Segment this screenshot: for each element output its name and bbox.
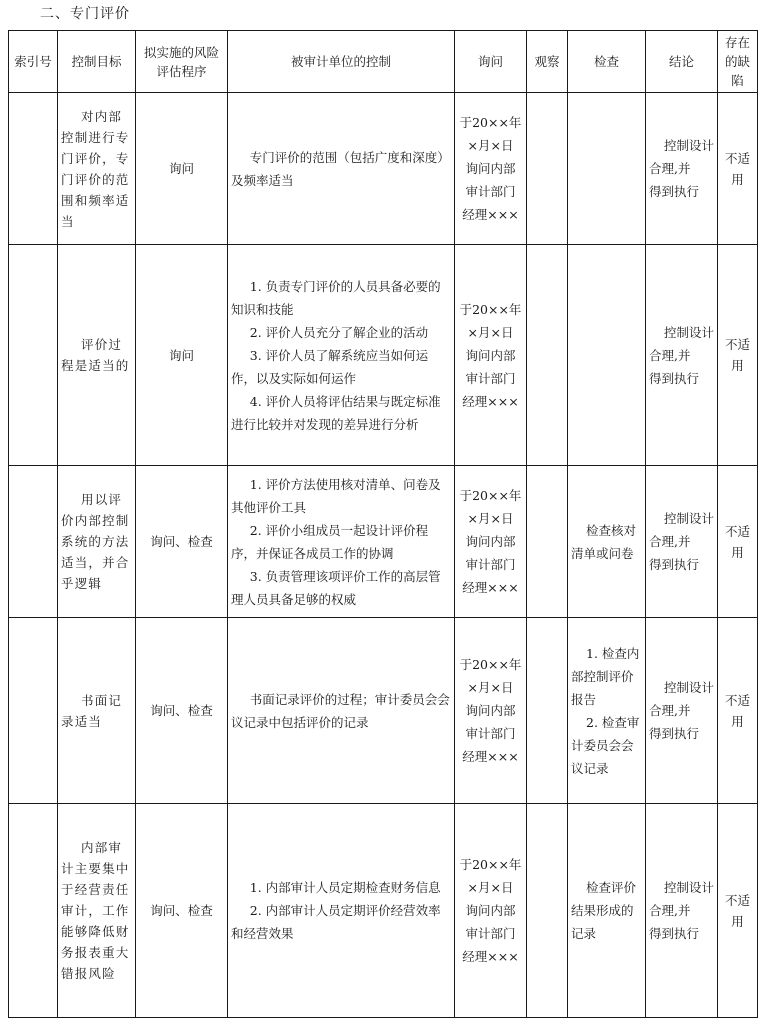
inquiry-line: 经理××× — [462, 580, 519, 595]
inquiry-line: 于20××年×月×日 — [459, 115, 522, 153]
row-observation-cell — [527, 245, 568, 466]
row-deficiency-cell: 不适用 — [718, 466, 758, 618]
row-controls-cell — [228, 93, 455, 245]
row-observation-cell — [527, 804, 568, 1018]
row-deficiency-cell: 不适用 — [718, 618, 758, 804]
header-conclusion: 结论 — [646, 31, 718, 93]
inquiry-line: 经理××× — [462, 949, 519, 964]
row-controls-cell — [228, 245, 455, 466]
row-inquiry-cell — [455, 245, 527, 466]
table-row — [9, 466, 758, 618]
row-controls-cell — [228, 466, 455, 618]
row-conclusion-cell — [646, 618, 718, 804]
row-inspection-cell — [568, 804, 646, 1018]
inquiry-line: 审计部门 — [465, 557, 516, 572]
row-objective-cell: 用以评价内部控制系统的方法适当，并合乎逻辑 — [58, 466, 136, 618]
control-item: 2. 评价人员充分了解企业的活动 — [249, 324, 429, 340]
row-conclusion-cell — [646, 245, 718, 466]
inquiry-line: 经理××× — [462, 393, 519, 409]
inquiry-line: 审计部门 — [465, 184, 516, 199]
row-index-cell — [9, 618, 58, 804]
inspection-item: 2. 检查审计委员会会议记录 — [571, 714, 640, 776]
header-index: 索引号 — [9, 31, 58, 93]
control-item: 2. 评价小组成员一起设计评价程序，并保证各成员工作的协调 — [231, 522, 429, 561]
row-observation-cell — [527, 93, 568, 245]
row-deficiency-cell: 不适用 — [718, 804, 758, 1018]
inquiry-line: 询问内部 — [465, 347, 516, 363]
row-controls-cell — [228, 618, 455, 804]
header-procedure: 拟实施的风险评估程序 — [136, 31, 228, 93]
row-conclusion-cell — [646, 93, 718, 245]
conclusion-line: 控制设计合理,并 — [649, 680, 715, 718]
row-procedure-cell: 询问、检查 — [136, 804, 228, 1018]
table-body — [9, 93, 758, 1018]
row-index-cell — [9, 245, 58, 466]
inquiry-line: 审计部门 — [465, 926, 516, 941]
row-conclusion-cell — [646, 466, 718, 618]
control-item: 1. 内部审计人员定期检查财务信息 — [249, 880, 441, 895]
inquiry-line: 经理××× — [462, 749, 519, 764]
header-controls: 被审计单位的控制 — [228, 31, 455, 93]
special-evaluation-table — [8, 30, 758, 1018]
inspection-item: 1. 检查内部控制评价报告 — [571, 645, 640, 707]
conclusion-line: 得到执行 — [649, 370, 700, 386]
control-item: 2. 内部审计人员定期评价经营效率和经营效果 — [231, 903, 441, 941]
control-item: 书面记录评价的过程；审计委员会会议记录中包括评价的记录 — [231, 691, 450, 730]
inquiry-line: 询问内部 — [465, 703, 516, 718]
row-inquiry-cell — [455, 466, 527, 618]
table-row — [9, 618, 758, 804]
row-index-cell — [9, 93, 58, 245]
row-procedure-cell: 询问、检查 — [136, 618, 228, 804]
row-deficiency-cell: 不适用 — [718, 93, 758, 245]
inquiry-line: 于20××年×月×日 — [459, 301, 522, 340]
row-inquiry-cell — [455, 804, 527, 1018]
row-procedure-cell: 询问 — [136, 93, 228, 245]
row-deficiency-cell: 不适用 — [718, 245, 758, 466]
row-procedure-cell: 询问、检查 — [136, 466, 228, 618]
row-inspection-cell — [568, 618, 646, 804]
control-item: 3. 评价人员了解系统应当如何运作，以及实际如何运作 — [231, 347, 429, 386]
header-deficiency: 存在的缺陷 — [718, 31, 758, 93]
header-inquiry: 询问 — [455, 31, 527, 93]
table-row — [9, 245, 758, 466]
table-row — [9, 93, 758, 245]
row-inquiry-cell — [455, 618, 527, 804]
conclusion-line: 控制设计合理,并 — [649, 138, 715, 176]
section-title: 二、专门评价 — [40, 6, 130, 22]
control-item: 3. 负责管理该项评价工作的高层管理人员具备足够的权威 — [231, 568, 441, 607]
inspection-item: 检查评价结果形成的记录 — [571, 880, 637, 941]
row-index-cell — [9, 466, 58, 618]
conclusion-line: 控制设计合理,并 — [649, 880, 715, 918]
row-objective-cell: 对内部控制进行专门评价，专门评价的范围和频率适当 — [58, 93, 136, 245]
inquiry-line: 询问内部 — [465, 903, 516, 918]
row-index-cell — [9, 804, 58, 1018]
row-procedure-cell: 询问 — [136, 245, 228, 466]
inquiry-line: 询问内部 — [465, 534, 516, 549]
conclusion-line: 得到执行 — [649, 726, 700, 741]
row-objective-cell: 内部审计主要集中于经营责任审计，工作能够降低财务报表重大错报风险 — [58, 804, 136, 1018]
row-objective-cell: 评价过程是适当的 — [58, 245, 136, 466]
inquiry-line: 审计部门 — [465, 370, 516, 386]
table-row — [9, 804, 758, 1018]
row-observation-cell — [527, 466, 568, 618]
header-observation: 观察 — [527, 31, 568, 93]
conclusion-line: 控制设计合理,并 — [649, 324, 715, 363]
conclusion-line: 控制设计合理,并 — [649, 511, 715, 549]
row-observation-cell — [527, 618, 568, 804]
row-objective-cell: 书面记录适当 — [58, 618, 136, 804]
header-row — [9, 31, 758, 93]
row-inspection-cell — [568, 466, 646, 618]
inquiry-line: 询问内部 — [465, 161, 516, 176]
row-controls-cell — [228, 804, 455, 1018]
inquiry-line: 于20××年×月×日 — [459, 657, 522, 695]
control-item: 4. 评价人员将评估结果与既定标准进行比较并对发现的差异进行分析 — [231, 393, 441, 432]
inspection-item: 检查核对清单或问卷 — [571, 522, 637, 561]
inquiry-line: 审计部门 — [465, 726, 516, 741]
conclusion-line: 得到执行 — [649, 926, 700, 941]
control-item: 1. 负责专门评价的人员具备必要的知识和技能 — [231, 278, 441, 317]
inquiry-line: 于20××年×月×日 — [459, 488, 522, 526]
row-conclusion-cell — [646, 804, 718, 1018]
inquiry-line: 于20××年×月×日 — [459, 857, 522, 895]
row-inspection-cell — [568, 245, 646, 466]
inquiry-line: 经理××× — [462, 207, 519, 222]
conclusion-line: 得到执行 — [649, 557, 700, 572]
control-item: 专门评价的范围（包括广度和深度）及频率适当 — [231, 149, 450, 188]
header-inspection: 检查 — [568, 31, 646, 93]
row-inspection-cell — [568, 93, 646, 245]
row-inquiry-cell — [455, 93, 527, 245]
conclusion-line: 得到执行 — [649, 184, 700, 199]
control-item: 1. 评价方法使用核对清单、问卷及其他评价工具 — [231, 476, 441, 515]
header-objective: 控制目标 — [58, 31, 136, 93]
